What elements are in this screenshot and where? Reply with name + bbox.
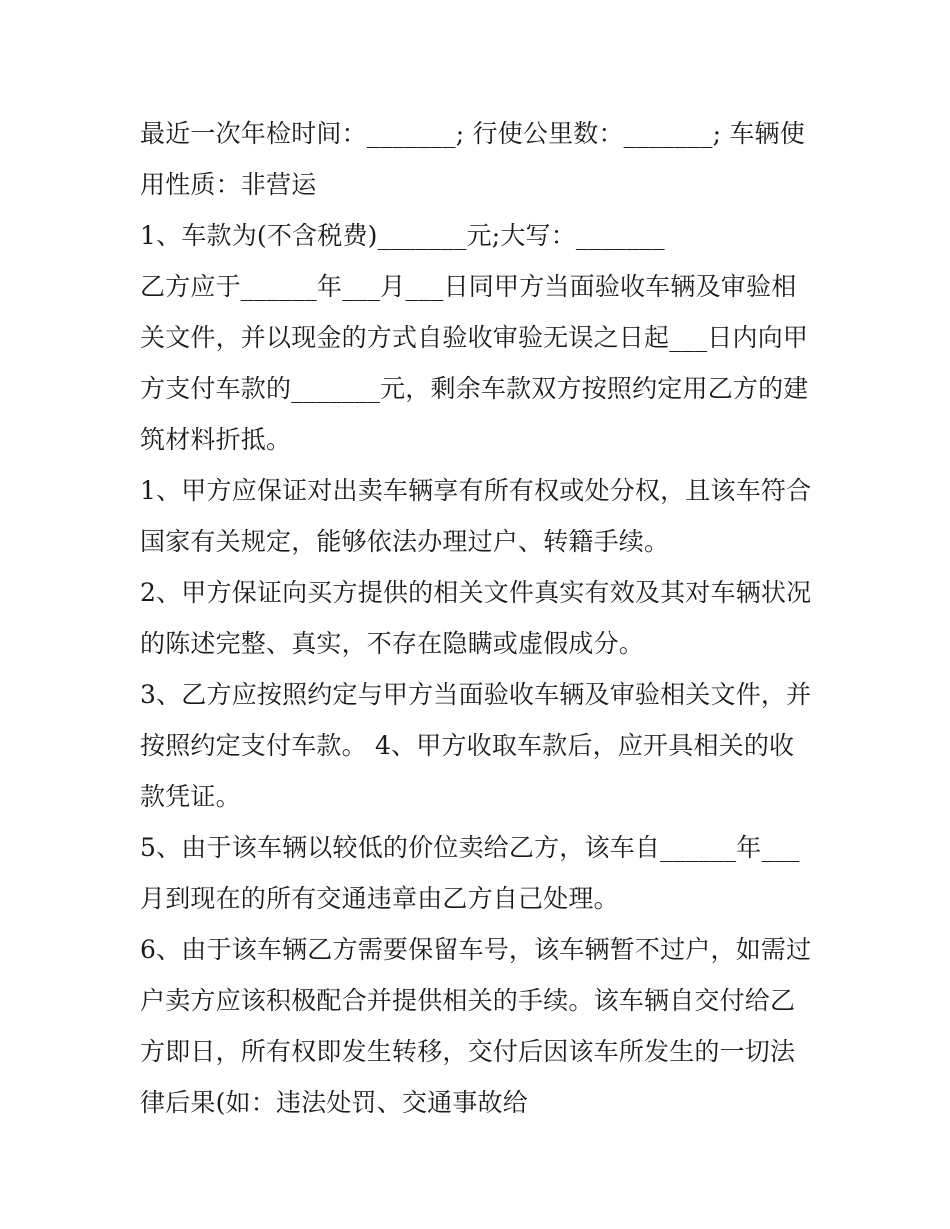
document-body <box>140 108 815 1128</box>
paragraph-traffic-violations-clause: 5、由于该车辆以较低的价位卖给乙方，该车自______年___月到现在的所有交通违章由乙方自己处理。 <box>140 833 800 913</box>
paragraph-inspection-info: 最近一次年检时间：_______; 行使公里数：_______; 车辆使用性质：非营运 <box>140 119 805 199</box>
paragraph-ownership-transfer-clause: 6、由于该车辆乙方需要保留车号，该车辆暂不过户，如需过户卖方应该积极配合并提供相关的手续。该车辆自交付给乙方即日，所有权即发生转移，交付后因该车所发生的一切法律后果(如：违法处罚、交通事故给 <box>140 935 812 1117</box>
paragraph-vehicle-price: 1、车款为(不含税费)_______元;大写：_______ <box>140 221 665 250</box>
paragraph-payment-terms: 乙方应于______年___月___日同甲方当面验收车辆及审验相关文件，并以现金的方式自验收审验无误之日起___日内向甲方支付车款的_______元，剩余车款双方按照约定用乙方的建筑材料折抵。 <box>140 272 809 454</box>
paragraph-buyer-payment-clause: 3、乙方应按照约定与甲方当面验收车辆及审验相关文件，并按照约定支付车款。 4、甲方收取车款后，应开具相关的收款凭证。 <box>140 680 812 811</box>
paragraph-seller-documents-clause: 2、甲方保证向买方提供的相关文件真实有效及其对车辆状况的陈述完整、真实，不存在隐瞒或虚假成分。 <box>140 578 812 658</box>
paragraph-seller-ownership-clause: 1、甲方应保证对出卖车辆享有所有权或处分权，且该车符合国家有关规定，能够依法办理过户、转籍手续。 <box>140 476 812 556</box>
